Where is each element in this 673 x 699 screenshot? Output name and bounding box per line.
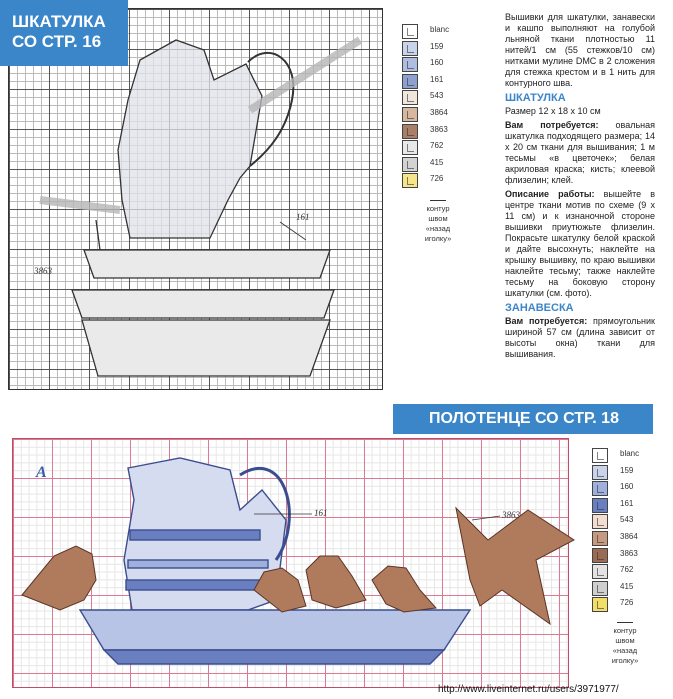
materials-paragraph (505, 120, 655, 186)
legend-row (402, 124, 472, 140)
thread-code: 160 (620, 482, 634, 492)
thread-code: 415 (430, 157, 444, 167)
thread-code: 159 (620, 465, 634, 475)
legend-row (402, 41, 472, 57)
color-swatch (592, 531, 608, 546)
legend-row (592, 597, 662, 613)
legend-row (402, 107, 472, 123)
thread-code: 726 (430, 174, 444, 184)
color-swatch (402, 157, 418, 172)
color-swatch (592, 448, 608, 463)
thread-code: 161 (620, 498, 634, 508)
color-swatch (592, 498, 608, 513)
thread-label-3863-bottom: 3863 (502, 510, 520, 520)
note-line: швом (615, 636, 635, 645)
bird-motifs (22, 508, 574, 624)
thread-code: 3863 (430, 124, 448, 134)
legend-row (592, 581, 662, 597)
thread-code: 762 (620, 565, 634, 575)
legend-row (402, 140, 472, 156)
color-swatch (402, 107, 418, 122)
thread-code: 762 (430, 141, 444, 151)
color-swatch (402, 140, 418, 155)
section-title-line1: ШКАТУЛКА (12, 12, 106, 31)
note-line: контур (426, 204, 450, 213)
description-label: Описание работы: (505, 189, 595, 199)
source-url-link[interactable]: http://www.liveinternet.ru/users/3971977/ (438, 684, 619, 695)
section-title-towel: ПОЛОТЕНЦЕ СО СТР. 18 (393, 404, 653, 434)
legend-row (592, 481, 662, 497)
color-swatch (592, 481, 608, 496)
color-swatch (592, 548, 608, 563)
backstitch-line-icon (617, 622, 633, 623)
note-line: «назад (425, 224, 451, 233)
legend-row (592, 564, 662, 580)
materials-label: Вам потребуется: (505, 120, 599, 130)
legend-row (592, 465, 662, 481)
note-line: иголку» (424, 234, 452, 243)
color-swatch (402, 173, 418, 188)
backstitch-note-top (396, 198, 480, 244)
thread-label-3863: 3863 (34, 266, 52, 276)
note-line: иголку» (611, 656, 639, 665)
thread-code: blanc (430, 25, 450, 34)
bottom-tray-motif (80, 610, 470, 664)
color-swatch (402, 124, 418, 139)
thread-code: 543 (620, 515, 634, 525)
thread-code: 543 (430, 91, 444, 101)
heading-box: ШКАТУЛКА (505, 92, 566, 104)
thread-code: 415 (620, 581, 634, 591)
legend-row (592, 514, 662, 530)
color-swatch (592, 597, 608, 612)
thread-label-161: 161 (296, 212, 310, 222)
curtain-paragraph (505, 316, 655, 360)
curtain-materials-label: Вам потребуется: (505, 316, 588, 326)
color-swatch (592, 564, 608, 579)
thread-legend-top (402, 24, 472, 194)
thread-code: 3864 (620, 532, 638, 541)
color-swatch (402, 24, 418, 39)
legend-row (402, 173, 472, 189)
color-swatch (402, 74, 418, 89)
legend-row (402, 90, 472, 106)
curtain-materials-text: прямоугольник шириной 57 см (длина зависит от высоты окна) ткани для вышивания. (505, 316, 655, 359)
thread-legend-bottom (592, 448, 662, 618)
materials-text: овальная шкатулка подходящего размера; 14 х 20 см ткани для вышивания; 1 м тесьмы «в цветочек»; белая акриловая краска; кисть; клеевой флизелин; клей. (505, 120, 655, 185)
color-swatch (402, 57, 418, 72)
color-swatch (592, 514, 608, 529)
section-title-line2: СО СТР. 16 (12, 32, 102, 51)
thread-label-161-bottom: 161 (314, 508, 328, 518)
note-line: «назад (612, 646, 638, 655)
thread-code: 3864 (430, 108, 448, 117)
thread-code: 161 (430, 74, 444, 84)
legend-row (592, 498, 662, 514)
thread-code: 3863 (620, 548, 638, 558)
thread-code: 159 (430, 41, 444, 51)
thread-code: blanc (620, 449, 640, 458)
top-bowl-motif (72, 250, 334, 376)
color-swatch (402, 41, 418, 56)
instructions-text (505, 12, 655, 363)
intro-paragraph: Вышивки для шкатулки, занавески и кашпо выполняют на голубой льняной ткани плотностью 11 нитей/1 см (55 стежков/10 см) нитками мулине DMC в 2 сложения для стежка крестом и в 1 нить для контурного шва. (505, 12, 655, 88)
legend-row (402, 24, 472, 40)
section-title-box (0, 0, 128, 66)
thread-code: 160 (430, 58, 444, 68)
color-swatch (402, 90, 418, 105)
legend-row (592, 531, 662, 547)
legend-row (402, 157, 472, 173)
backstitch-line-icon (430, 200, 446, 201)
size-line: Размер 12 х 18 х 10 см (505, 106, 601, 116)
color-swatch (592, 465, 608, 480)
backstitch-note-bottom (582, 620, 668, 666)
thread-code: 726 (620, 598, 634, 608)
legend-row (592, 448, 662, 464)
top-jug-motif (96, 40, 293, 250)
legend-row (402, 57, 472, 73)
color-swatch (592, 581, 608, 596)
legend-row (592, 548, 662, 564)
note-line: контур (613, 626, 637, 635)
pattern-letter: A (36, 464, 47, 481)
description-paragraph (505, 189, 655, 299)
note-line: швом (428, 214, 448, 223)
legend-row (402, 74, 472, 90)
heading-curtain: ЗАНАВЕСКА (505, 302, 574, 314)
description-text: вышейте в центре ткани мотив по схеме (9 х 11 см) и к изнаночной стороне вышивки приутюжьте флизелин. Покрасьте шкатулку белой краской и дайте высохнуть; наклейте на крышку вышивку, по краю вышивки наклейте тесьму; также наклейте тесьму на боковую сторону шкатулки (см. фото). (505, 189, 655, 298)
